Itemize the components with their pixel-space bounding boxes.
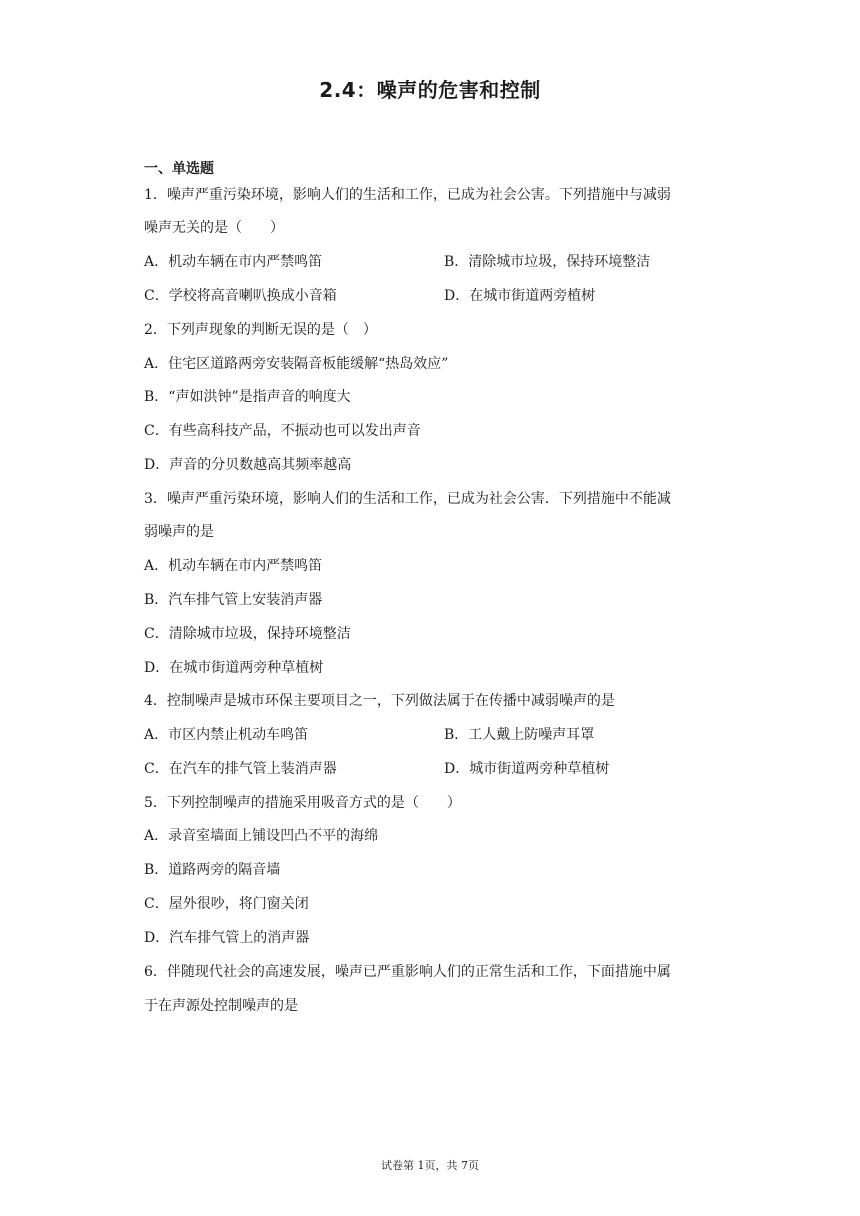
question-2-option-c: C．有些高科技产品，不振动也可以发出声音 bbox=[144, 423, 421, 439]
question-3-option-b: B．汽车排气管上安装消声器 bbox=[144, 592, 323, 608]
question-2-option-a: A．住宅区道路两旁安装隔音板能缓解“热岛效应” bbox=[144, 356, 449, 372]
question-2-option-d: D．声音的分贝数越高其频率越高 bbox=[144, 457, 352, 473]
question-3-stem: 3．噪声严重污染环境，影响人们的生活和工作，已成为社会公害．下列措施中不能减 bbox=[144, 491, 671, 507]
question-5-stem: 5．下列控制噪声的措施采用吸音方式的是（ ） bbox=[144, 795, 461, 811]
question-4-option-d: D．城市街道两旁种草植树 bbox=[444, 761, 610, 777]
page-title: 2.4：噪声的危害和控制 bbox=[319, 78, 541, 102]
question-5-option-c: C．屋外很吵，将门窗关闭 bbox=[144, 896, 309, 912]
question-4-option-a: A．市区内禁止机动车鸣笛 bbox=[144, 727, 309, 743]
question-4-stem: 4．控制噪声是城市环保主要项目之一，下列做法属于在传播中减弱噪声的是 bbox=[144, 693, 615, 709]
question-3-option-c: C．清除城市垃圾，保持环境整洁 bbox=[144, 626, 351, 642]
question-6-stem-cont: 于在声源处控制噪声的是 bbox=[144, 998, 298, 1014]
question-3-option-d: D．在城市街道两旁种草植树 bbox=[144, 660, 324, 676]
question-4-option-c: C．在汽车的排气管上装消声器 bbox=[144, 761, 337, 777]
question-2-stem: 2．下列声现象的判断无误的是（ ） bbox=[144, 322, 377, 338]
question-5-option-a: A．录音室墙面上铺设凹凸不平的海绵 bbox=[144, 828, 379, 844]
question-6-stem: 6．伴随现代社会的高速发展，噪声已严重影响人们的正常生活和工作，下面措施中属 bbox=[144, 964, 671, 980]
question-5-option-b: B．道路两旁的隔音墙 bbox=[144, 862, 281, 878]
question-1-option-c: C．学校将高音喇叭换成小音箱 bbox=[144, 288, 337, 304]
question-2-option-b: B．“声如洪钟”是指声音的响度大 bbox=[144, 389, 351, 405]
question-3-option-a: A．机动车辆在市内严禁鸣笛 bbox=[144, 558, 323, 574]
question-1-stem-cont: 噪声无关的是（ ） bbox=[144, 220, 284, 236]
page-footer: 试卷第 1页，共 7页 bbox=[381, 1159, 479, 1172]
question-3-stem-cont: 弱噪声的是 bbox=[144, 524, 214, 540]
question-1-stem: 1．噪声严重污染环境，影响人们的生活和工作，已成为社会公害。下列措施中与减弱 bbox=[144, 187, 671, 203]
question-5-option-d: D．汽车排气管上的消声器 bbox=[144, 930, 310, 946]
question-1-option-a: A．机动车辆在市内严禁鸣笛 bbox=[144, 254, 323, 270]
question-4-option-b: B．工人戴上防噪声耳罩 bbox=[444, 727, 595, 743]
question-1-option-b: B．清除城市垃圾，保持环境整洁 bbox=[444, 254, 651, 270]
section-heading: 一、单选题 bbox=[144, 161, 214, 177]
question-1-option-d: D．在城市街道两旁植树 bbox=[444, 288, 596, 304]
